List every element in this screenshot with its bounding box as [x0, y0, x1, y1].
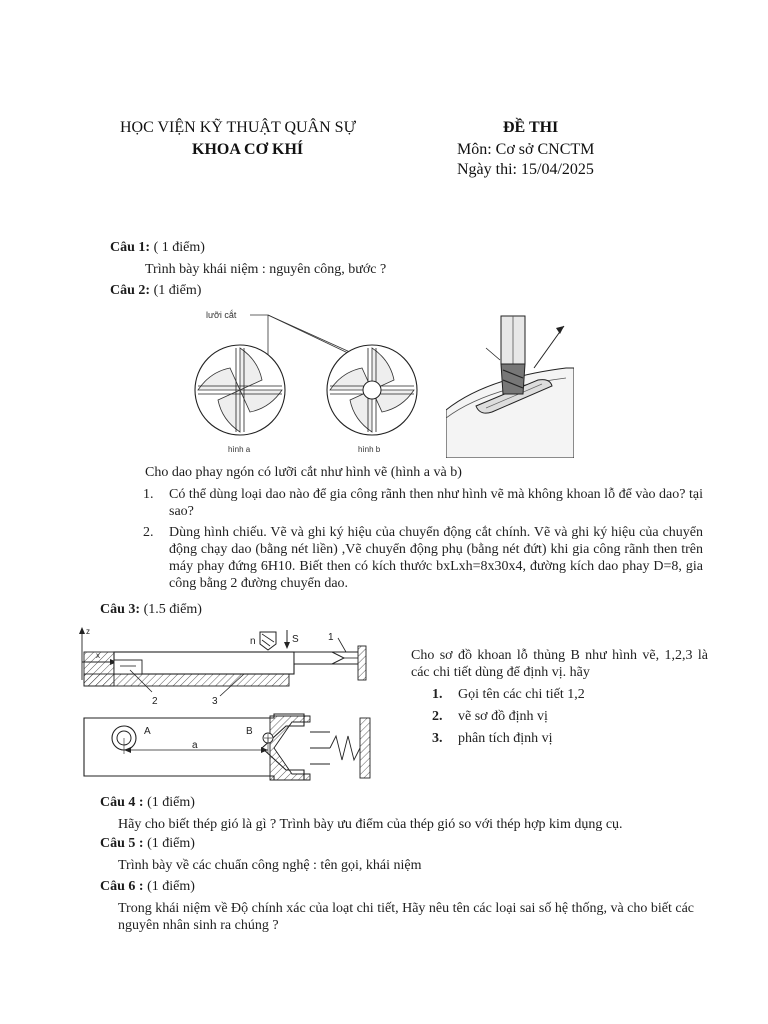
- question-6-text: Trong khái niệm về Độ chính xác của loạt chi tiết, Hãy nêu tên các loại sai số hệ thống, và cho biết các nguyên nhân sinh ra chúng ?: [118, 901, 695, 933]
- question-2-item-text: Dùng hình chiếu. Vẽ và ghi ký hiệu của chuyển động cắt chính. Vẽ và ghi ký hiệu của chuyển động chạy dao (bằng nét liền) ,Vẽ chuyển động phụ (bằng nét đứt) khi gia công rãnh then trên máy phay đứng 6H10. Biết then có kích thước bxLxh=8x30x4, đường kích dao phay D=8, gia công bằng 2 đường chuyển dao.: [169, 525, 703, 591]
- question-3-item-number: 2.: [432, 709, 443, 724]
- exam-title: ĐỀ THI: [503, 119, 559, 136]
- question-3-item-number: 1.: [432, 687, 443, 702]
- dimension-a-label: a: [192, 740, 198, 751]
- part-3-label: 3: [212, 696, 218, 707]
- question-2-heading: [110, 282, 201, 300]
- question-2-item-number: 2.: [143, 525, 154, 540]
- question-3-item-text: Gọi tên các chi tiết 1,2: [458, 687, 585, 702]
- exam-date: Ngày thi: 15/04/2025: [457, 161, 594, 178]
- question-4-label: Câu 4 :: [100, 795, 144, 810]
- question-5-label: Câu 5 :: [100, 836, 144, 851]
- question-2-item: [143, 524, 703, 592]
- question-4-points: (1 điểm): [147, 795, 195, 810]
- question-1-points: ( 1 điểm): [153, 240, 205, 255]
- keyway-milling-illustration: [446, 308, 574, 458]
- axis-z-label: z: [86, 627, 90, 636]
- question-2-label: Câu 2:: [110, 283, 151, 298]
- institution-name: HỌC VIỆN KỸ THUẬT QUÂN SỰ: [120, 119, 356, 136]
- question-3-heading: [100, 601, 202, 619]
- question-3-points: (1.5 điểm): [143, 602, 202, 617]
- question-2-item-text: Có thể dùng loại dao nào để gia công rãnh then như hình vẽ mà không khoan lỗ để vào dao? tại sao?: [169, 487, 703, 519]
- question-6-points: (1 điểm): [147, 879, 195, 894]
- part-2-label: 2: [152, 696, 158, 707]
- drilling-fixture-diagram: [74, 622, 384, 787]
- question-6-label: Câu 6 :: [100, 879, 144, 894]
- question-3-item-number: 3.: [432, 731, 443, 746]
- hole-a-label: A: [144, 726, 151, 737]
- question-3-item-text: phân tích định vị: [458, 731, 553, 746]
- question-5-text: Trình bày về các chuẩn công nghệ : tên gọi, khái niệm: [118, 858, 422, 873]
- spindle-rotation-label: n: [250, 636, 256, 647]
- question-2-item-number: 1.: [143, 487, 154, 502]
- figure-a-label: hình a: [228, 445, 251, 454]
- question-4-text: Hãy cho biết thép gió là gì ? Trình bày ưu điểm của thép gió so với thép hợp kim dụng cụ.: [118, 817, 623, 832]
- question-3-item-text: vẽ sơ đồ định vị: [458, 709, 548, 724]
- question-3-list: [432, 686, 702, 747]
- exam-subject: Môn: Cơ sở CNCTM: [457, 141, 595, 158]
- question-1-heading: [110, 239, 205, 257]
- question-3-item: [432, 708, 702, 725]
- question-2-item: [143, 486, 703, 520]
- question-1-label: Câu 1:: [110, 240, 151, 255]
- end-mill-cross-section-figure: [190, 300, 450, 460]
- question-5-heading: [100, 835, 195, 853]
- question-2-intro: Cho dao phay ngón có lưỡi cắt như hình vẽ (hình a và b): [145, 465, 462, 480]
- question-1-text: Trình bày khái niệm : nguyên công, bước ?: [145, 262, 387, 277]
- part-1-label: 1: [328, 632, 334, 643]
- question-5-points: (1 điểm): [147, 836, 195, 851]
- hole-b-label: B: [246, 726, 253, 737]
- feed-direction-label: S: [292, 634, 299, 645]
- question-6-heading: [100, 878, 195, 896]
- figure-b-label: hình b: [358, 445, 381, 454]
- faculty-name: KHOA CƠ KHÍ: [192, 141, 304, 158]
- question-4-heading: [100, 794, 195, 812]
- question-3-item: [432, 686, 702, 703]
- question-3-label: Câu 3:: [100, 602, 141, 617]
- end-mill-figure-b: [327, 345, 417, 454]
- question-2-list: [143, 486, 703, 592]
- cutting-edge-label: lưỡi cắt: [206, 310, 237, 320]
- question-2-points: (1 điểm): [153, 283, 202, 298]
- end-mill-figure-a: [195, 345, 285, 454]
- question-3-intro: Cho sơ đồ khoan lỗ thủng B như hình vẽ, 1,2,3 là các chi tiết dùng để định vị. hãy: [411, 648, 708, 680]
- question-3-item: [432, 730, 702, 747]
